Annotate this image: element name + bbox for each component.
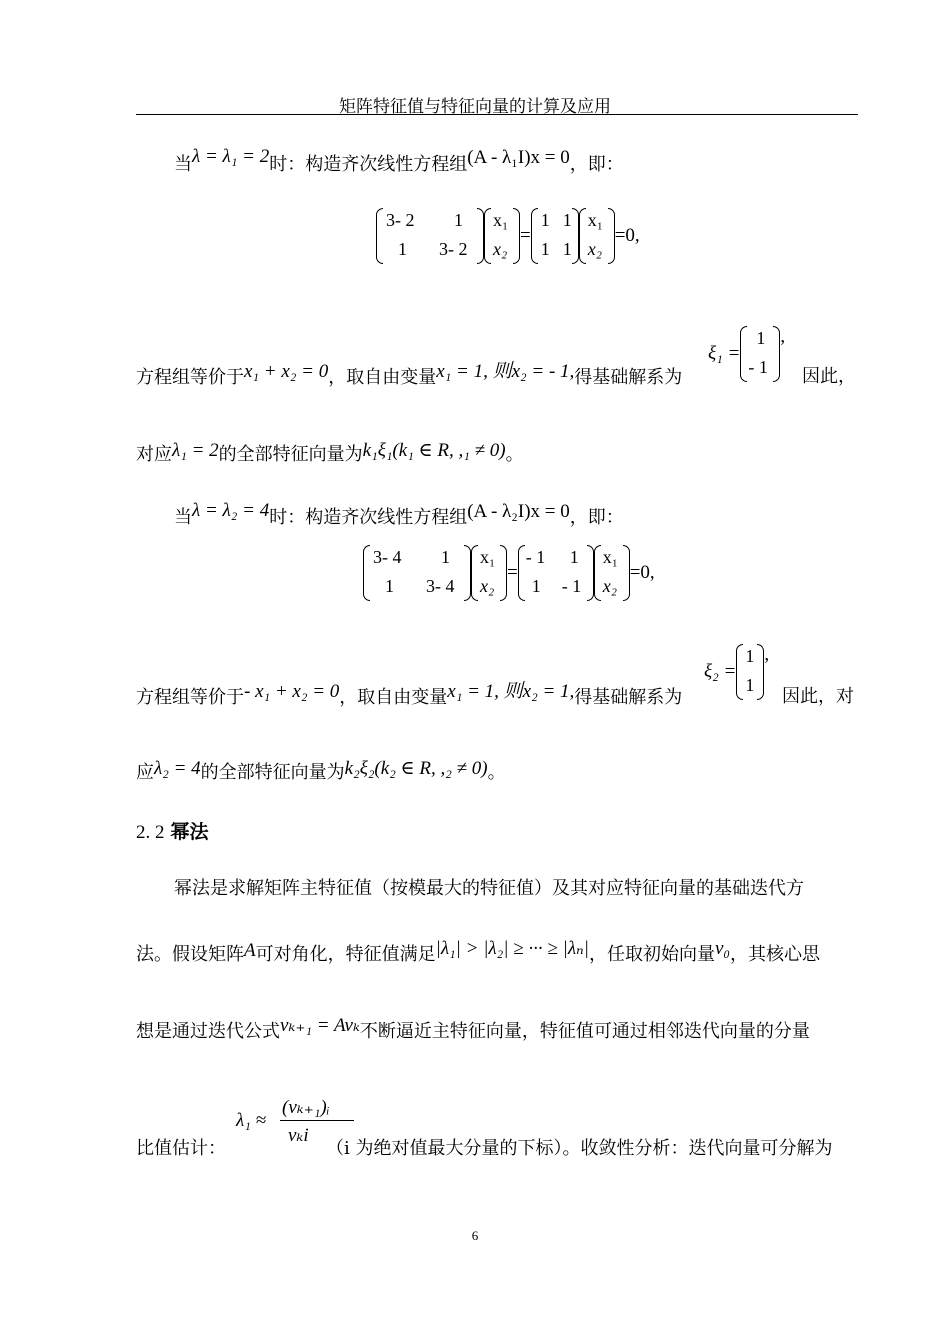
para5-eq2: x₁ = 1, 则x₂ = 1, [447,681,575,702]
fraction-denominator: vₖi [288,1125,309,1146]
para7-line1: 幂法是求解矩阵主特征值（按模最大的特征值）及其对应特征向量的基础迭代方 [174,878,804,899]
para4-eq: (A - λ₂I)x = 0 [467,501,570,522]
matrix-equation-1: 3- 2 1 1 3- 2 x₁ x₂ = 1 1 1 1 x₁ x₂ =0, [376,208,640,264]
xi2-comma: , [764,644,770,665]
para2-mid: ，取自由变量 [328,367,437,388]
vector-y2 [594,545,630,601]
para7-v0: v₀ [714,938,731,959]
vector-cell: x₁ [493,210,509,230]
para2-lead: 方程组等价于 [136,367,244,388]
para7-line3 [136,1017,810,1043]
matrix-cell: 3- 4 [426,576,455,596]
matrix-cell: 3- 4 [373,547,402,567]
vector-cell: x₂ [480,576,495,596]
para7-l2-c: ，任取初始向量 [588,944,715,965]
vector-cell: 1 [745,646,755,666]
para7-l4-b: （i 为绝对值最大分量的下标）。收敛性分析：迭代向量可分解为 [326,1138,833,1159]
para1-tail: ，即： [569,154,624,175]
para5-mid: ，取自由变量 [339,687,448,708]
para1-cond: λ = λ₁ = 2 [192,146,270,167]
matrix2-rhs: =0, [629,562,655,583]
fraction-lhs: λ₁ ≈ [236,1110,267,1131]
para2-eq2: x₁ = 1, 则x₂ = - 1, [436,361,575,382]
para2-tail: 得基础解系为 [574,367,683,388]
matrix-cell: 1 [562,210,572,230]
matrix-cell: 1 [454,210,463,230]
matrix-A2 [363,545,471,601]
xi2-matrix [736,644,764,700]
vector-cell: x₁ [602,547,618,567]
para7-l3-b: 不断逼近主特征向量，特征值可通过相邻迭代向量的分量 [359,1021,810,1042]
para7-iteration: vₖ₊₁ = Avₖ [280,1015,360,1036]
matrix-equation-2: 3- 4 1 1 3- 4 x₁ x₂ = - 1 1 1 - 1 x₁ x₂ =0, [363,545,655,601]
para6-line [136,758,506,784]
para6-lead: 应 [136,762,154,783]
para6-mid: 的全部特征向量为 [200,762,345,783]
para7-l4-a: 比值估计： [136,1138,226,1159]
matrix-cell: 1 [385,576,394,596]
matrix-cell: 1 [540,239,550,259]
vector-cell: 1 [745,675,755,695]
para7-l2-b: 可对角化，特征值满足 [255,944,436,965]
para3-lead: 对应 [136,444,172,465]
para2-end: 因此， [802,366,856,387]
para6-tail: 。 [487,762,506,783]
vector-cell: - 1 [748,357,768,377]
matrix-cell: 3- 2 [386,210,415,230]
vector-cell: x₂ [587,239,602,259]
para6-eq1: λ₂ = 4 [154,758,201,779]
para7-l2-a: 法。假设矩阵 [136,944,244,965]
para3-eq1: λ₁ = 2 [172,440,219,461]
para6-eq2: k₂ξ₂(k₂ ∈ R, ,₂ ≠ 0) [344,758,488,779]
vector-x2 [471,545,507,601]
xi2-label: ξ₂ = [704,661,737,682]
matrix-B1 [531,208,579,264]
matrix-cell: 1 [540,210,550,230]
matrix-cell: 1 [398,239,407,259]
para1-eq: (A - λ₁I)x = 0 [467,147,570,168]
vector-cell: x₂ [602,576,617,596]
para1-mid: 时：构造齐次线性方程组 [269,154,468,175]
para5-tail: 得基础解系为 [574,687,683,708]
para1-line [174,146,624,176]
para1-lead: 当 [174,154,192,175]
para3-tail: 。 [505,444,524,465]
para7-matrix-A: A [244,940,256,961]
para7-l2-d: ，其核心思 [730,944,821,965]
para7-l3-a: 想是通过迭代公式 [136,1021,280,1042]
vector-cell: 1 [756,328,766,348]
para4-tail: ，即： [569,507,624,528]
page-header: 矩阵特征值与特征向量的计算及应用 [339,97,611,117]
para4-line [174,500,624,529]
para5-line [136,682,682,709]
section-number: 2. 2 [136,822,165,843]
vector-cell: x₁ [480,547,496,567]
para4-lead: 当 [174,507,192,528]
matrix-cell: - 1 [561,576,582,596]
para5-lead: 方程组等价于 [136,687,244,708]
matrix-cell: 1 [441,547,450,567]
para4-cond: λ = λ₂ = 4 [192,500,270,521]
matrix-B2 [518,545,594,601]
xi1-label: ξ₁ = [708,343,741,364]
para3-mid: 的全部特征向量为 [218,444,363,465]
matrix-A1 [376,208,484,264]
fraction-bar [280,1120,354,1121]
para5-end: 因此，对 [782,686,854,707]
para3-eq2: k₁ξ₁(k₁ ∈ R, ,₁ ≠ 0) [362,440,506,461]
matrix-cell: 1 [531,576,541,596]
matrix-cell: 3- 2 [439,239,468,259]
xi1-comma: , [780,326,786,347]
para4-mid: 时：构造齐次线性方程组 [269,507,468,528]
matrix-cell: - 1 [525,547,546,567]
section-heading [136,817,209,844]
vector-x1 [484,208,520,264]
header-rule [136,114,858,115]
matrix-cell: 1 [569,547,579,567]
para2-line [136,362,682,389]
xi1-matrix [740,326,780,382]
xi2-vector [704,644,769,700]
fraction-numerator: (vₖ₊₁)ᵢ [282,1097,330,1118]
matrix-cell: 1 [562,239,572,259]
para7-eig-order: |λ₁| > |λ₂| ≥ ··· ≥ |λₙ| [435,938,589,959]
vector-y1 [579,208,615,264]
para5-eq1: - x₁ + x₂ = 0 [244,681,340,702]
para3-line [136,440,524,466]
vector-cell: x₁ [587,210,603,230]
para7-line2 [136,940,820,966]
page-number: 6 [471,1228,479,1243]
section-title: 幂法 [170,821,209,843]
vector-cell: x₂ [493,239,508,259]
xi1-vector [708,326,785,382]
para2-eq1: x₁ + x₂ = 0 [244,361,329,382]
matrix1-rhs: =0, [614,225,640,246]
